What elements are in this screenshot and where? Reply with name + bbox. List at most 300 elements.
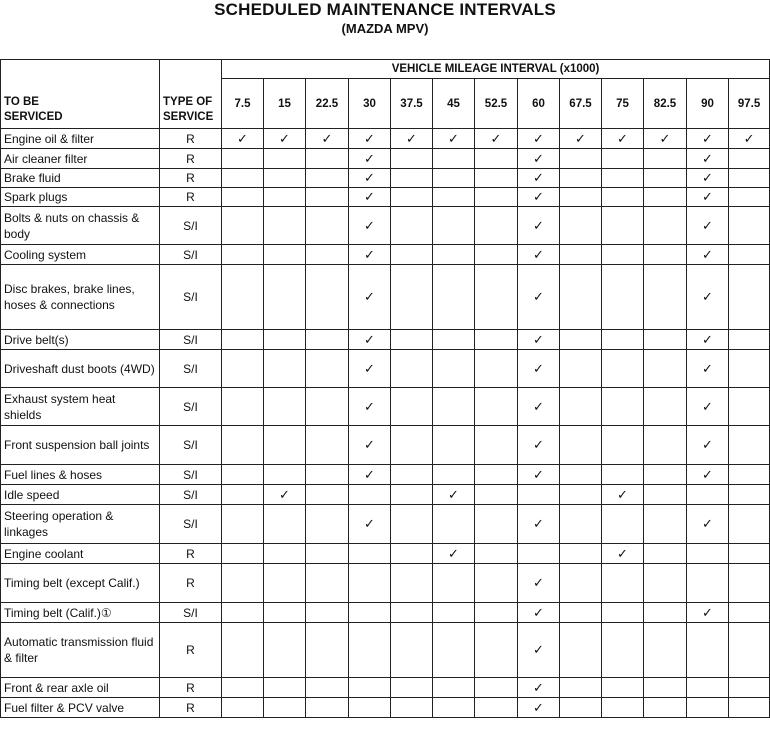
empty-cell [222,603,264,623]
empty-cell [306,485,349,505]
empty-cell [222,505,264,544]
check-icon: ✓ [644,129,687,149]
empty-cell [264,149,306,169]
empty-cell [391,207,433,245]
empty-cell [602,505,644,544]
table-row [1,485,770,505]
service-type: S/I [160,350,222,388]
service-item: Timing belt (except Calif.) [1,564,160,603]
table-row [1,426,770,465]
empty-cell [264,623,306,678]
empty-cell [349,603,391,623]
empty-cell [729,149,770,169]
check-icon: ✓ [687,388,729,426]
service-type: S/I [160,245,222,265]
empty-cell [222,350,264,388]
check-icon: ✓ [518,207,560,245]
empty-cell [475,350,518,388]
check-icon: ✓ [518,245,560,265]
empty-cell [560,350,602,388]
check-icon: ✓ [433,129,475,149]
service-type: S/I [160,207,222,245]
header-mileage-group: VEHICLE MILEAGE INTERVAL (x1000) [222,60,770,79]
service-type: S/I [160,265,222,330]
check-icon: ✓ [518,678,560,698]
service-item: Fuel filter & PCV valve [1,698,160,718]
empty-cell [644,207,687,245]
empty-cell [391,544,433,564]
table-row [1,465,770,485]
check-icon: ✓ [349,129,391,149]
service-item: Spark plugs [1,188,160,207]
check-icon: ✓ [687,245,729,265]
empty-cell [475,465,518,485]
empty-cell [729,388,770,426]
header-mileage: 45 [433,79,475,129]
empty-cell [560,544,602,564]
empty-cell [560,698,602,718]
service-type: S/I [160,426,222,465]
empty-cell [306,698,349,718]
empty-cell [644,330,687,350]
service-type: S/I [160,603,222,623]
empty-cell [433,330,475,350]
empty-cell [602,245,644,265]
empty-cell [264,505,306,544]
empty-cell [602,564,644,603]
empty-cell [644,465,687,485]
table-row [1,564,770,603]
empty-cell [560,149,602,169]
empty-cell [644,188,687,207]
empty-cell [475,388,518,426]
empty-cell [475,245,518,265]
empty-cell [433,698,475,718]
empty-cell [264,245,306,265]
empty-cell [644,350,687,388]
empty-cell [729,350,770,388]
service-item: Cooling system [1,245,160,265]
empty-cell [729,207,770,245]
empty-cell [560,678,602,698]
check-icon: ✓ [264,485,306,505]
check-icon: ✓ [518,129,560,149]
empty-cell [518,544,560,564]
service-item: Drive belt(s) [1,330,160,350]
service-type: R [160,564,222,603]
empty-cell [560,564,602,603]
service-item: Engine oil & filter [1,129,160,149]
check-icon: ✓ [349,169,391,188]
table-row [1,603,770,623]
service-item: Timing belt (Calif.)① [1,603,160,623]
empty-cell [475,330,518,350]
header-mileage: 7.5 [222,79,264,129]
empty-cell [560,623,602,678]
empty-cell [264,330,306,350]
header-item [1,60,160,129]
header-mileage: 22.5 [306,79,349,129]
check-icon: ✓ [349,330,391,350]
check-icon: ✓ [518,465,560,485]
empty-cell [687,698,729,718]
empty-cell [349,698,391,718]
check-icon: ✓ [687,207,729,245]
empty-cell [433,426,475,465]
empty-cell [222,330,264,350]
empty-cell [433,603,475,623]
empty-cell [391,505,433,544]
check-icon: ✓ [687,149,729,169]
empty-cell [306,603,349,623]
check-icon: ✓ [433,485,475,505]
check-icon: ✓ [306,129,349,149]
empty-cell [264,698,306,718]
service-item: Brake fluid [1,169,160,188]
check-icon: ✓ [391,129,433,149]
empty-cell [729,485,770,505]
empty-cell [391,245,433,265]
header-mileage: 52.5 [475,79,518,129]
service-item: Bolts & nuts on chassis & body [1,207,160,245]
empty-cell [602,603,644,623]
page-title: SCHEDULED MAINTENANCE INTERVALS [214,0,556,19]
service-type: S/I [160,505,222,544]
check-icon: ✓ [687,169,729,188]
empty-cell [729,623,770,678]
empty-cell [391,678,433,698]
empty-cell [729,564,770,603]
empty-cell [475,207,518,245]
header-type-line2: SERVICE [163,111,214,123]
check-icon: ✓ [349,188,391,207]
empty-cell [391,623,433,678]
empty-cell [602,330,644,350]
empty-cell [349,678,391,698]
empty-cell [475,623,518,678]
empty-cell [687,544,729,564]
empty-cell [602,623,644,678]
empty-cell [644,623,687,678]
empty-cell [264,465,306,485]
check-icon: ✓ [729,129,770,149]
service-type: R [160,169,222,188]
empty-cell [306,330,349,350]
empty-cell [687,564,729,603]
empty-cell [222,623,264,678]
empty-cell [433,265,475,330]
check-icon: ✓ [687,265,729,330]
header-mileage: 30 [349,79,391,129]
empty-cell [560,603,602,623]
empty-cell [687,623,729,678]
empty-cell [264,603,306,623]
empty-cell [602,350,644,388]
empty-cell [644,698,687,718]
header-item-line1: TO BE [4,96,39,108]
empty-cell [391,149,433,169]
table-row [1,544,770,564]
empty-cell [433,388,475,426]
empty-cell [306,388,349,426]
check-icon: ✓ [518,350,560,388]
empty-cell [433,207,475,245]
empty-cell [391,330,433,350]
table-row [1,698,770,718]
service-item: Exhaust system heat shields [1,388,160,426]
empty-cell [644,485,687,505]
check-icon: ✓ [433,544,475,564]
service-type: S/I [160,388,222,426]
table-row [1,245,770,265]
empty-cell [306,149,349,169]
empty-cell [729,169,770,188]
check-icon: ✓ [518,564,560,603]
empty-cell [475,698,518,718]
empty-cell [560,207,602,245]
table-row [1,350,770,388]
check-icon: ✓ [687,330,729,350]
table-row [1,188,770,207]
check-icon: ✓ [349,207,391,245]
header-mileage: 97.5 [729,79,770,129]
check-icon: ✓ [518,265,560,330]
service-item: Air cleaner filter [1,149,160,169]
empty-cell [602,388,644,426]
empty-cell [644,603,687,623]
empty-cell [560,465,602,485]
check-icon: ✓ [518,623,560,678]
service-item: Automatic transmission fluid & filter [1,623,160,678]
header-mileage: 37.5 [391,79,433,129]
service-type: R [160,623,222,678]
empty-cell [264,207,306,245]
empty-cell [729,330,770,350]
empty-cell [687,678,729,698]
empty-cell [306,544,349,564]
empty-cell [729,505,770,544]
maintenance-table [0,59,770,718]
empty-cell [306,188,349,207]
empty-cell [306,207,349,245]
empty-cell [391,350,433,388]
empty-cell [518,485,560,505]
empty-cell [306,245,349,265]
empty-cell [644,388,687,426]
empty-cell [264,564,306,603]
empty-cell [306,426,349,465]
empty-cell [433,350,475,388]
empty-cell [602,265,644,330]
empty-cell [560,426,602,465]
empty-cell [306,265,349,330]
empty-cell [391,169,433,188]
check-icon: ✓ [687,505,729,544]
check-icon: ✓ [349,388,391,426]
empty-cell [687,485,729,505]
empty-cell [264,426,306,465]
empty-cell [222,678,264,698]
empty-cell [264,544,306,564]
check-icon: ✓ [518,388,560,426]
check-icon: ✓ [518,188,560,207]
empty-cell [602,678,644,698]
header-type-line1: TYPE OF [163,96,213,108]
empty-cell [729,465,770,485]
empty-cell [475,505,518,544]
empty-cell [391,465,433,485]
empty-cell [222,207,264,245]
empty-cell [222,265,264,330]
empty-cell [729,426,770,465]
empty-cell [644,149,687,169]
empty-cell [222,169,264,188]
table-header [1,60,770,129]
empty-cell [560,265,602,330]
empty-cell [560,330,602,350]
service-item: Front & rear axle oil [1,678,160,698]
empty-cell [644,265,687,330]
header-type [160,60,222,129]
empty-cell [475,485,518,505]
check-icon: ✓ [687,129,729,149]
empty-cell [222,188,264,207]
empty-cell [391,485,433,505]
empty-cell [306,350,349,388]
service-item: Steering operation & linkages [1,505,160,544]
empty-cell [560,169,602,188]
empty-cell [264,388,306,426]
empty-cell [644,678,687,698]
table-row [1,129,770,149]
empty-cell [602,149,644,169]
empty-cell [475,603,518,623]
empty-cell [222,485,264,505]
empty-cell [391,388,433,426]
check-icon: ✓ [349,426,391,465]
empty-cell [391,564,433,603]
service-item: Fuel lines & hoses [1,465,160,485]
header-mileage: 60 [518,79,560,129]
empty-cell [475,169,518,188]
empty-cell [433,169,475,188]
empty-cell [602,465,644,485]
service-type: R [160,129,222,149]
empty-cell [391,188,433,207]
service-type: R [160,698,222,718]
empty-cell [560,388,602,426]
check-icon: ✓ [349,350,391,388]
check-icon: ✓ [687,603,729,623]
check-icon: ✓ [475,129,518,149]
empty-cell [644,564,687,603]
empty-cell [560,505,602,544]
empty-cell [306,564,349,603]
empty-cell [264,350,306,388]
check-icon: ✓ [518,149,560,169]
check-icon: ✓ [687,426,729,465]
empty-cell [306,623,349,678]
service-item: Engine coolant [1,544,160,564]
service-type: S/I [160,330,222,350]
check-icon: ✓ [222,129,264,149]
empty-cell [644,169,687,188]
service-type: R [160,188,222,207]
empty-cell [222,564,264,603]
check-icon: ✓ [602,485,644,505]
empty-cell [264,265,306,330]
empty-cell [264,678,306,698]
empty-cell [729,698,770,718]
empty-cell [433,188,475,207]
check-icon: ✓ [518,698,560,718]
empty-cell [560,188,602,207]
empty-cell [729,265,770,330]
empty-cell [729,544,770,564]
empty-cell [602,207,644,245]
check-icon: ✓ [518,426,560,465]
empty-cell [349,623,391,678]
check-icon: ✓ [687,465,729,485]
table-row [1,265,770,330]
empty-cell [433,465,475,485]
empty-cell [222,426,264,465]
empty-cell [433,623,475,678]
empty-cell [475,564,518,603]
service-type: S/I [160,465,222,485]
empty-cell [433,564,475,603]
check-icon: ✓ [349,505,391,544]
empty-cell [644,505,687,544]
check-icon: ✓ [349,149,391,169]
header-mileage: 75 [602,79,644,129]
empty-cell [222,465,264,485]
empty-cell [560,485,602,505]
empty-cell [349,485,391,505]
empty-cell [433,678,475,698]
empty-cell [602,426,644,465]
header-item-line2: SERVICED [4,111,63,123]
empty-cell [475,426,518,465]
check-icon: ✓ [349,265,391,330]
empty-cell [306,678,349,698]
empty-cell [391,603,433,623]
empty-cell [264,188,306,207]
check-icon: ✓ [687,188,729,207]
empty-cell [729,678,770,698]
service-item: Driveshaft dust boots (4WD) [1,350,160,388]
empty-cell [433,245,475,265]
header-mileage: 90 [687,79,729,129]
header-mileage: 82.5 [644,79,687,129]
empty-cell [433,505,475,544]
header-mileage: 15 [264,79,306,129]
service-type: R [160,544,222,564]
check-icon: ✓ [264,129,306,149]
empty-cell [644,544,687,564]
check-icon: ✓ [687,350,729,388]
table-row [1,388,770,426]
empty-cell [602,698,644,718]
empty-cell [729,603,770,623]
empty-cell [729,188,770,207]
empty-cell [349,564,391,603]
check-icon: ✓ [518,169,560,188]
table-row [1,149,770,169]
empty-cell [391,265,433,330]
empty-cell [475,678,518,698]
table-row [1,169,770,188]
